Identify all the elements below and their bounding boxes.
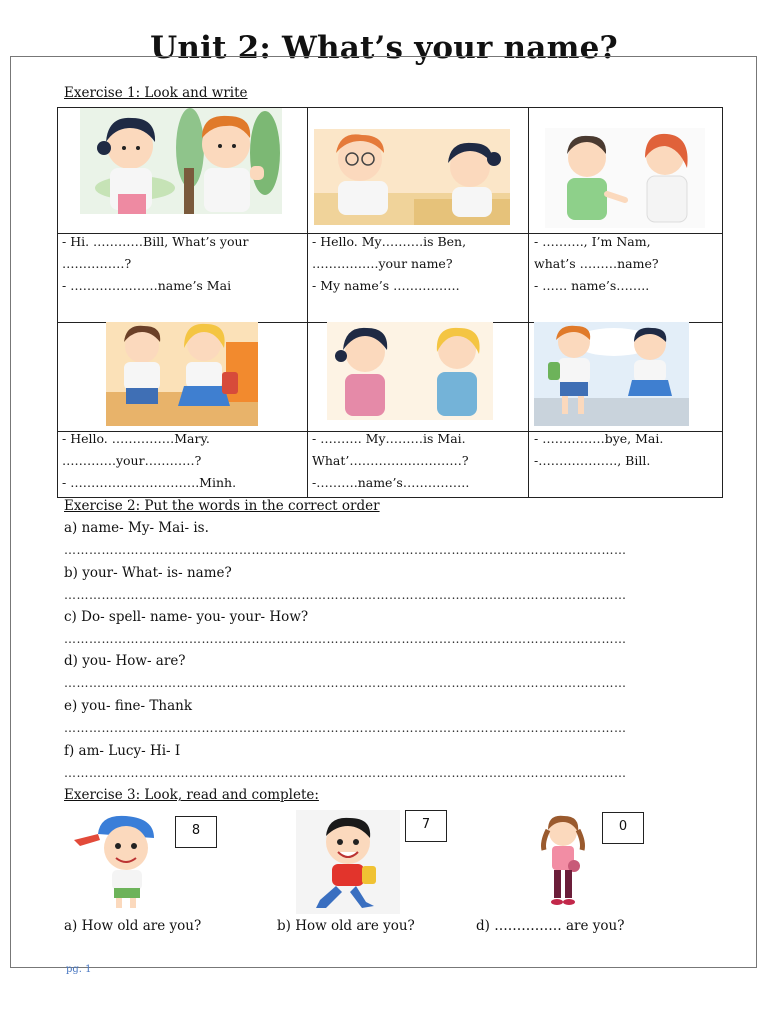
cell-5-text — [312, 428, 526, 494]
cell-line: What’………………………? — [312, 453, 469, 468]
picture-ben-and-girl — [314, 129, 510, 225]
cell-line: - Hello. My……….is Ben, — [312, 234, 467, 249]
exercise-2-item-f: f) am- Lucy- Hi- I — [64, 743, 181, 759]
exercise-2-item-a: a) name- My- Mai- is. — [64, 520, 209, 536]
picture-mary-and-minh — [106, 322, 258, 426]
cell-line: - ………. My………is Mai. — [312, 431, 466, 446]
exercise-2-item-e: e) you- fine- Thank — [64, 698, 193, 714]
cell-line: - …………………name’s Mai — [62, 278, 232, 293]
picture-mai-and-girl — [327, 322, 493, 420]
answer-line: ……………………………………………………………………………………………………………………… — [64, 766, 627, 780]
answer-line: ……………………………………………………………………………………………………………………… — [64, 632, 627, 646]
cell-line: ……………? — [62, 256, 132, 271]
cell-line: what’s ………name? — [534, 256, 659, 271]
picture-boy-with-cap — [70, 810, 170, 912]
exercise-1-heading: Exercise 1: Look and write — [64, 85, 248, 101]
cell-4-text — [62, 428, 306, 494]
exercise-1-table — [57, 107, 723, 498]
cell-line: …………….your name? — [312, 256, 453, 271]
picture-girl-with-bag — [528, 810, 598, 910]
cell-line: - My name’s ……………. — [312, 278, 460, 293]
answer-line: ……………………………………………………………………………………………………………………… — [64, 721, 627, 735]
cell-line: - Hello. ……………Mary. — [62, 431, 210, 446]
picture-bill-and-mai-waving — [534, 322, 689, 426]
age-box[interactable]: 7 — [405, 810, 447, 842]
exercise-2-item-c: c) Do- spell- name- you- your- How? — [64, 609, 309, 625]
cell-2-text — [312, 231, 526, 297]
cell-line: -……….name’s……………. — [312, 475, 470, 490]
cell-6-text — [534, 428, 720, 472]
page-number: pg. 1 — [66, 964, 92, 975]
exercise-3-item-a: a) How old are you? — [64, 918, 202, 934]
cell-line: -………………., Bill. — [534, 453, 651, 468]
cell-line: - …… name’s…….. — [534, 278, 650, 293]
age-box[interactable]: 8 — [175, 816, 217, 848]
cell-line: ………….your…………? — [62, 453, 202, 468]
exercise-2-item-b: b) your- What- is- name? — [64, 565, 232, 581]
cell-line: - ………………………….Minh. — [62, 475, 237, 490]
exercise-2-heading: Exercise 2: Put the words in the correct order — [64, 498, 380, 514]
cell-line: - Hi. …………Bill, What’s your — [62, 234, 249, 249]
page-title: Unit 2: What’s your name? — [150, 30, 618, 66]
answer-line: ……………………………………………………………………………………………………………………… — [64, 676, 627, 690]
picture-nam-and-friend — [545, 128, 705, 228]
answer-line: ……………………………………………………………………………………………………………………… — [64, 543, 627, 557]
cell-line: - ……………bye, Mai. — [534, 431, 664, 446]
answer-line: ……………………………………………………………………………………………………………………… — [64, 588, 627, 602]
exercise-3-item-d: d) …………… are you? — [476, 918, 625, 934]
cell-line: - ………., I’m Nam, — [534, 234, 651, 249]
exercise-2-item-d: d) you- How- are? — [64, 653, 186, 669]
exercise-3-item-b: b) How old are you? — [277, 918, 415, 934]
picture-running-boy — [296, 810, 400, 914]
cell-3-text — [534, 231, 720, 297]
cell-1-text — [62, 231, 306, 297]
exercise-3-heading: Exercise 3: Look, read and complete: — [64, 787, 319, 803]
picture-mai-and-bill — [80, 108, 282, 214]
age-box[interactable]: 0 — [602, 812, 644, 844]
